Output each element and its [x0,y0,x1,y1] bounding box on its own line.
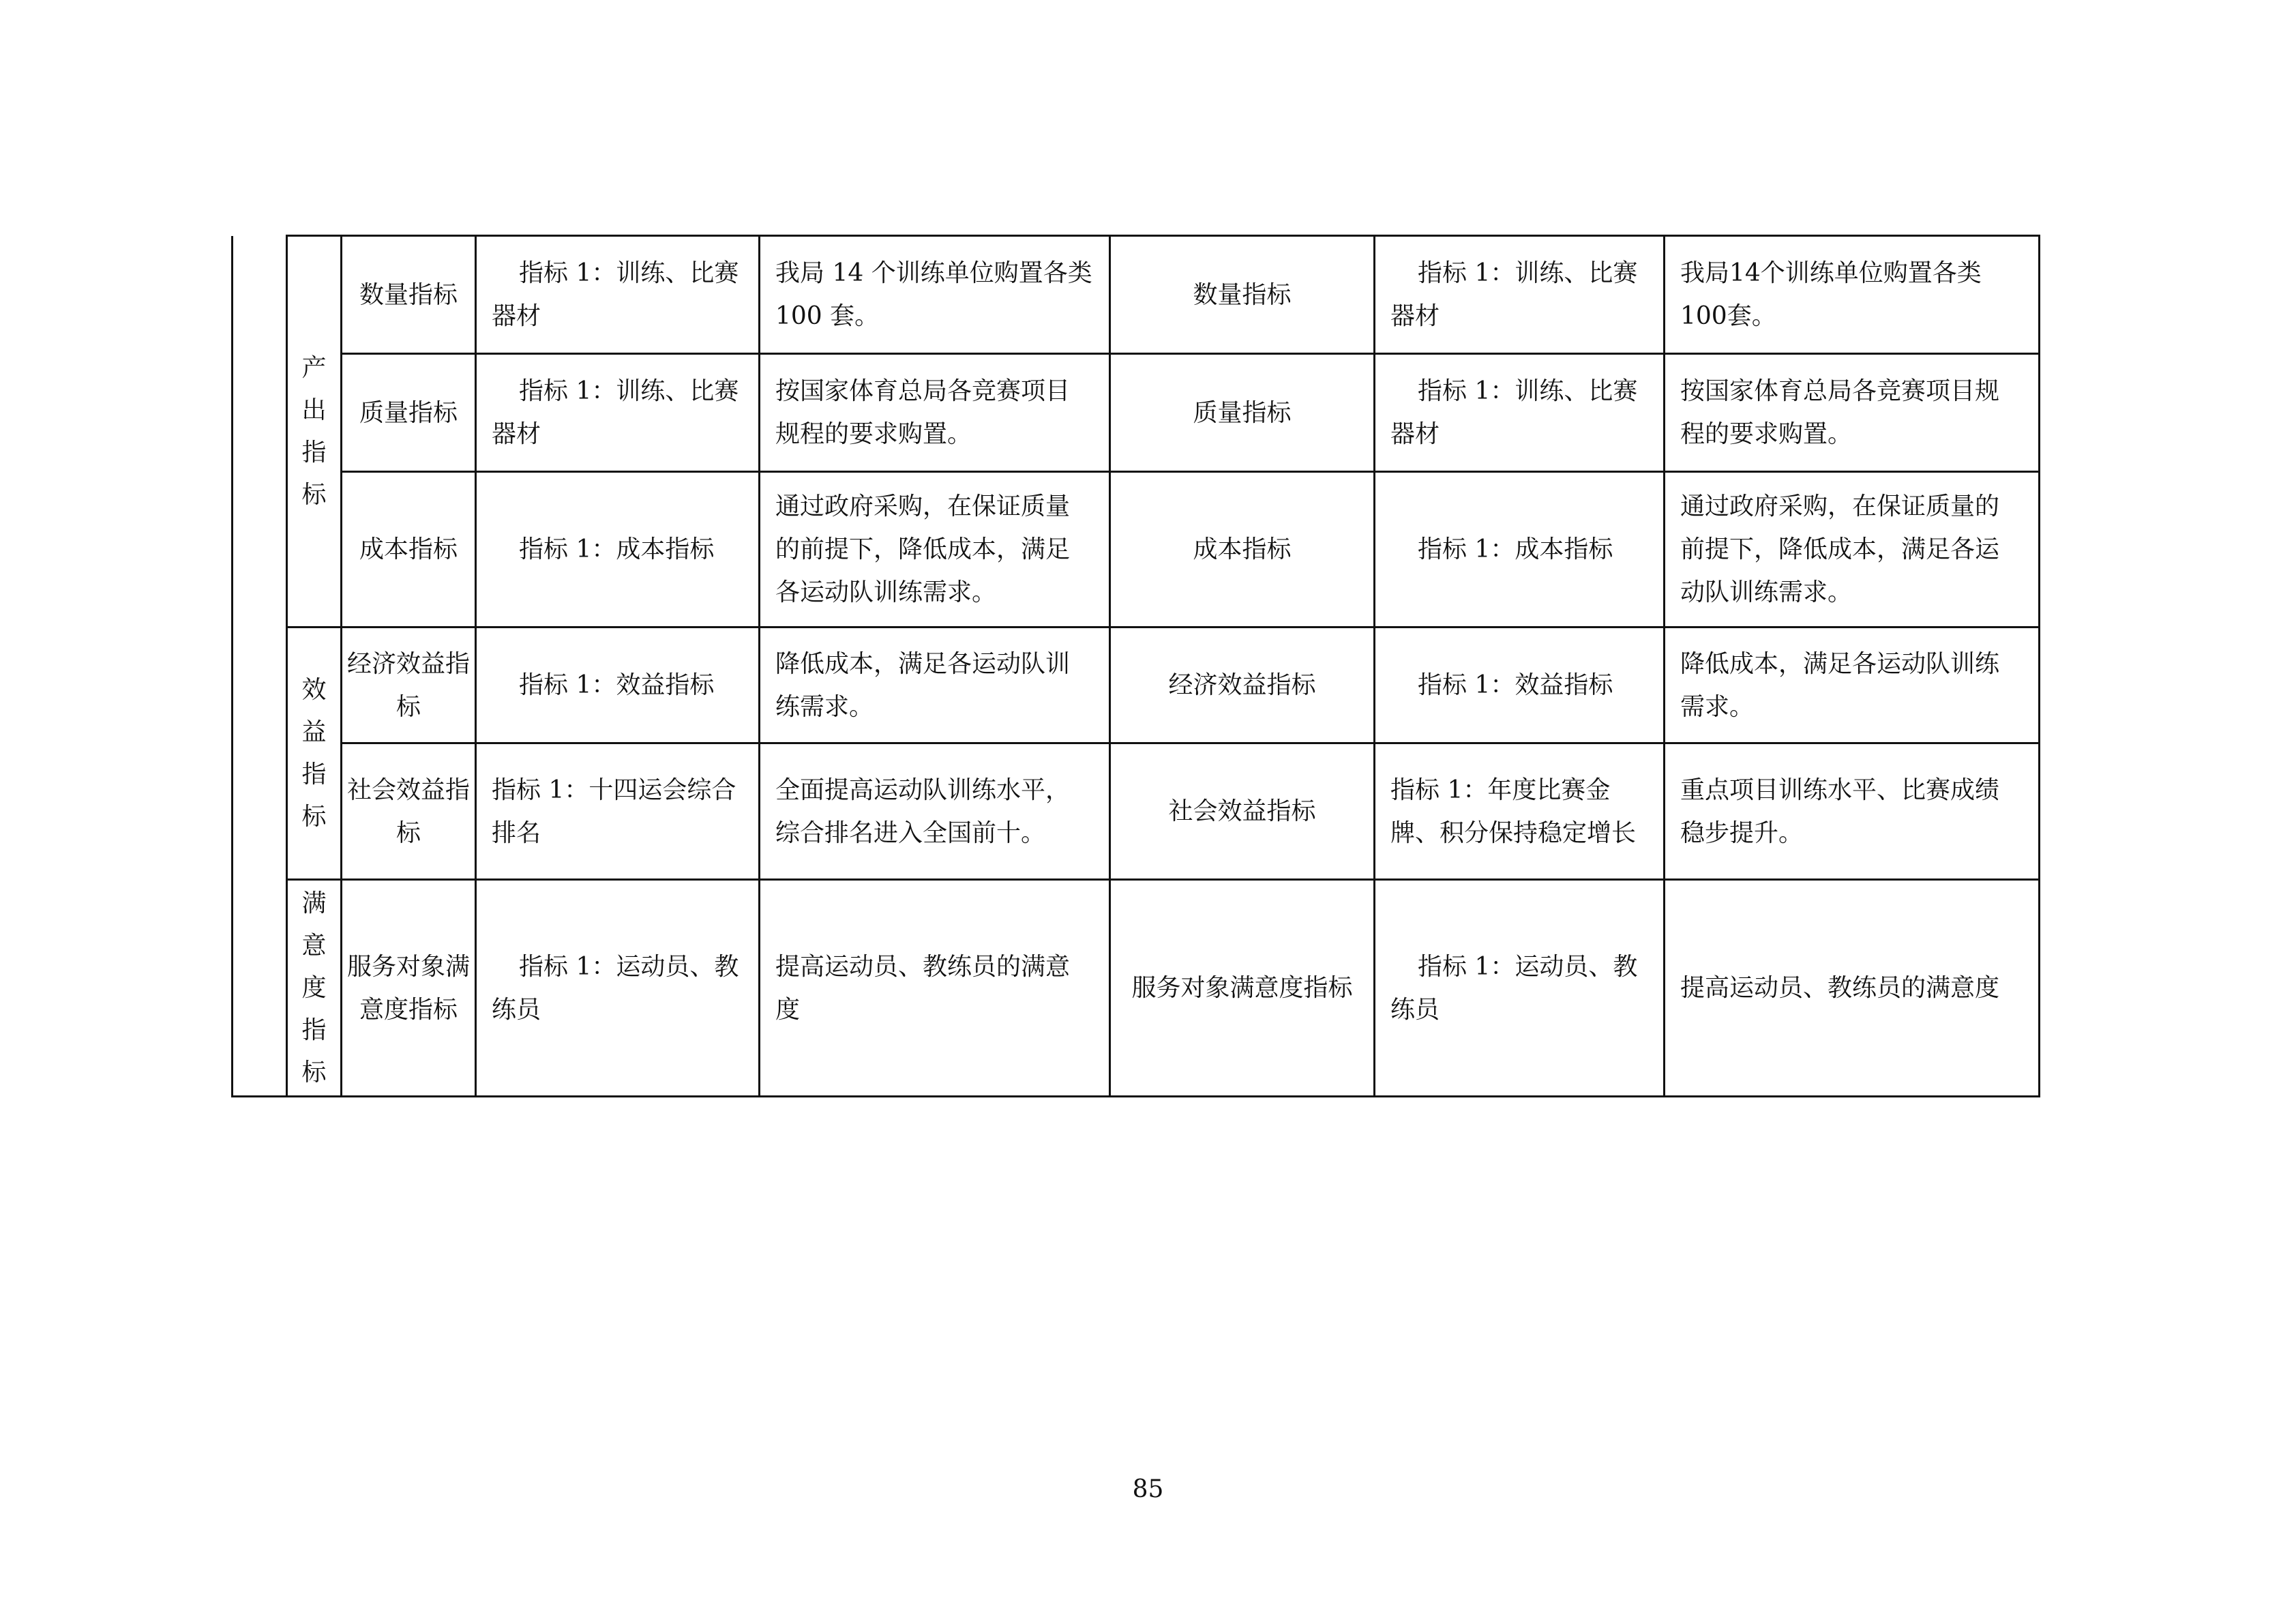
target-value-cell: 降低成本，满足各运动队训练需求。 [760,628,1110,743]
indicator-cell: 质量指标 [342,354,476,472]
indicator-cell: 服务对象满意度指标 [342,880,476,1097]
target-value-cell: 通过政府采购，在保证质量的前提下，降低成本，满足各运动队训练需求。 [760,472,1110,628]
target-item-cell: 指标 1：成本指标 [476,472,760,628]
indicator-table [231,235,2040,1097]
target-item-cell: 指标 1：十四运会综合排名 [476,743,760,880]
target-item-cell: 指标 1：训练、比赛器材 [476,354,760,472]
target-value-cell: 全面提高运动队训练水平，综合排名进入全国前十。 [760,743,1110,880]
actual-value-cell: 提高运动员、教练员的满意度 [1665,880,2040,1097]
actual-indicator-cell: 质量指标 [1110,354,1375,472]
actual-item-cell: 指标 1：训练、比赛器材 [1375,354,1665,472]
indicator-cell: 社会效益指标 [342,743,476,880]
group-label-output: 产 出 指 标 [287,236,342,628]
page-number: 85 [1132,1475,1164,1503]
target-value-cell: 按国家体育总局各竞赛项目规程的要求购置。 [760,354,1110,472]
target-value-cell: 我局 14 个训练单位购置各类 100 套。 [760,236,1110,354]
table-row [233,354,2040,472]
actual-value-cell: 按国家体育总局各竞赛项目规程的要求购置。 [1665,354,2040,472]
actual-item-cell: 指标 1：训练、比赛器材 [1375,236,1665,354]
actual-value-cell: 通过政府采购，在保证质量的前提下，降低成本，满足各运动队训练需求。 [1665,472,2040,628]
table-row [233,743,2040,880]
actual-item-cell: 指标 1：年度比赛金牌、积分保持稳定增长 [1375,743,1665,880]
table-row [233,880,2040,1097]
target-item-cell: 指标 1：运动员、教练员 [476,880,760,1097]
table-row [233,628,2040,743]
actual-indicator-cell: 经济效益指标 [1110,628,1375,743]
actual-indicator-cell: 成本指标 [1110,472,1375,628]
actual-item-cell: 指标 1：成本指标 [1375,472,1665,628]
actual-indicator-cell: 社会效益指标 [1110,743,1375,880]
group-label-satisfaction: 满 意 度 指 标 [287,880,342,1097]
outer-stub-column [233,236,287,1097]
group-label-benefit: 效 益 指 标 [287,628,342,880]
actual-indicator-cell: 数量指标 [1110,236,1375,354]
target-item-cell: 指标 1：效益指标 [476,628,760,743]
indicator-cell: 经济效益指标 [342,628,476,743]
actual-item-cell: 指标 1：效益指标 [1375,628,1665,743]
target-value-cell: 提高运动员、教练员的满意度 [760,880,1110,1097]
actual-indicator-cell: 服务对象满意度指标 [1110,880,1375,1097]
indicator-cell: 数量指标 [342,236,476,354]
actual-value-cell: 我局14个训练单位购置各类100套。 [1665,236,2040,354]
actual-value-cell: 重点项目训练水平、比赛成绩稳步提升。 [1665,743,2040,880]
target-item-cell: 指标 1：训练、比赛器材 [476,236,760,354]
table-row [233,236,2040,354]
actual-value-cell: 降低成本，满足各运动队训练需求。 [1665,628,2040,743]
actual-item-cell: 指标 1：运动员、教练员 [1375,880,1665,1097]
indicator-cell: 成本指标 [342,472,476,628]
table-row [233,472,2040,628]
